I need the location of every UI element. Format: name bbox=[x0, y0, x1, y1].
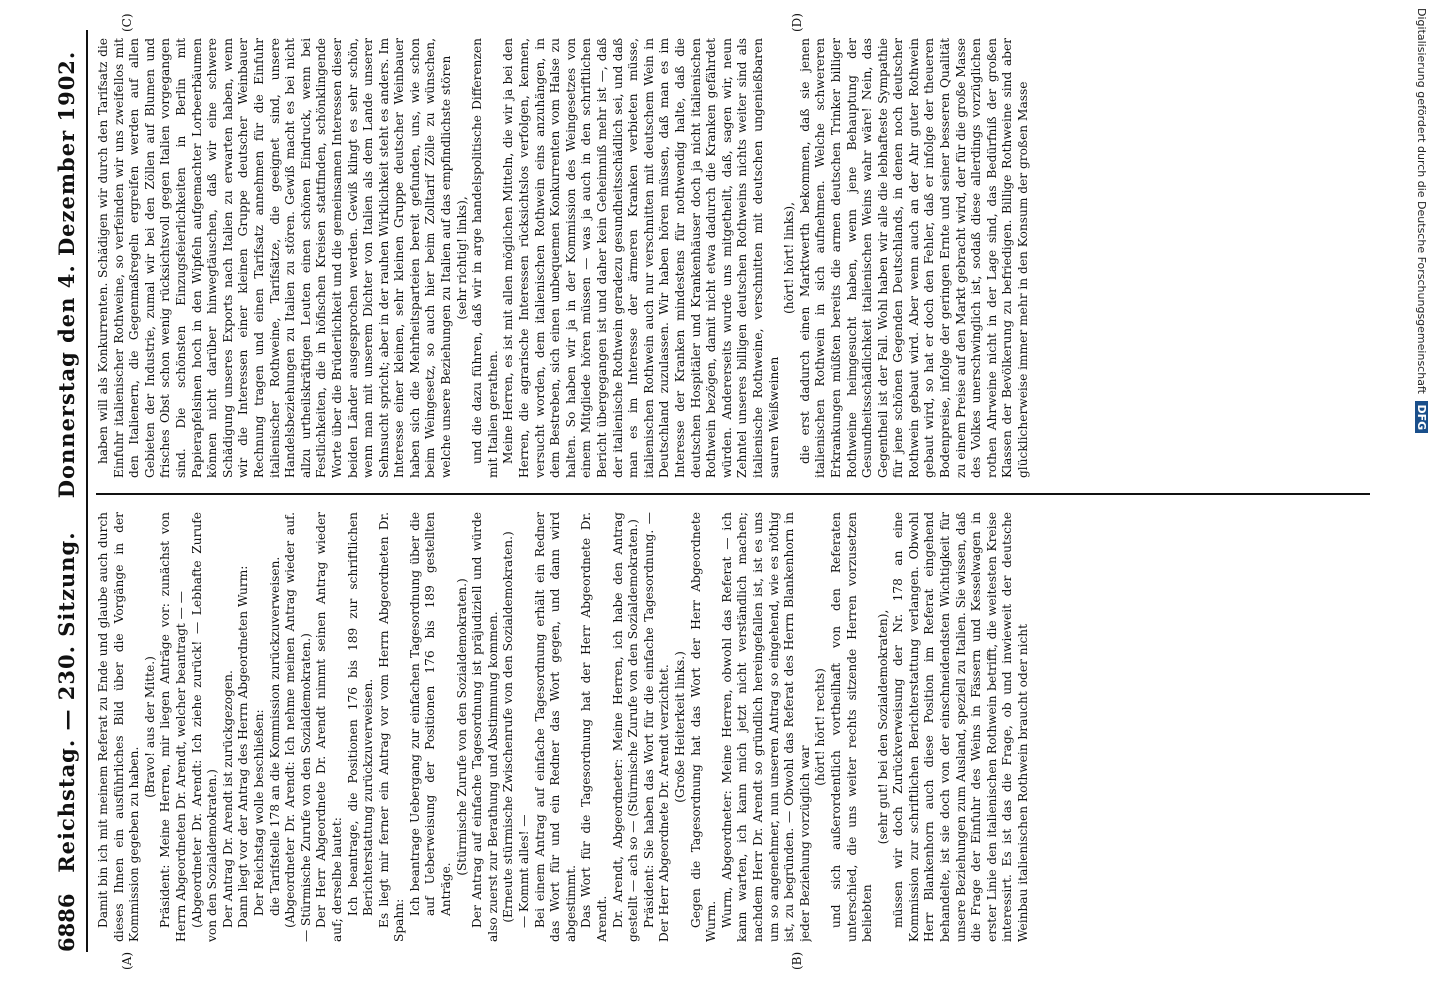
paragraph: Ich beantrage, die Positionen 176 bis 189 zur schriftlichen Berichterstattung zurückzuverweisen. bbox=[345, 512, 376, 916]
paragraph: haben will als Konkurrenten. Schädigen wir durch den Tarifsatz die Einfuhr italienischer Rothweine, so verfeinden wir uns zweifellos mit den Italienern, die Gegenmaßregeln ergreifen werden auf allen Gebieten der Industrie, zumal wir bei den Zöllen auf Blumen und frisches Obst schon wenig rücksichtsvoll gegen Italien vorgegangen sind. Die schönsten Einzugsfeierlichkeiten in Berlin mit Papierapfelsinen hoch in den Wipfeln aufgemachter Lorbeerbäumen können nicht darüber hinwegtäuschen, daß wir eine schwere Schädigung unseres Exports nach Italien zu erwarten haben, wenn wir die Interessen einer kleinen Gruppe deutscher Weinbauer Rechnung tragen und einen Tarifsatz annehmen für die Einfuhr italienischer Rothweine, Tarifsätze, die geeignet sind, unsere Handelsbeziehungen zu Italien zu stören. Gewiß macht es bei nicht allzu urtheilskräftigen Leuten einen schönen Eindruck, wenn bei Festlichkeiten, die in höfischen Kreisen stattfinden, schönklingende Worte über die Brüderlichkeit und die gemeinsamen Interessen dieser beiden Länder ausgesprochen werden. Gewiß klingt es sehr schön, wenn man mit unserem Dichter von Italien als dem Lande unserer Sehnsucht spricht; aber in der rauhen Wirklichkeit steht es anders. Im Interesse einer kleinen, sehr kleinen Gruppe deutscher Weinbauer haben sich die Mehrheitsparteien bereit gefunden, uns, wie schon beim Weingesetz, so auch hier beim Zolltarif Zölle zu wünschen, welche unsere Beziehungen zu Italien auf das empfindlichste stören bbox=[96, 38, 454, 478]
margin-marker-b: (B) bbox=[790, 951, 804, 970]
paragraph: (Bravo! aus der Mitte.) bbox=[142, 656, 157, 798]
session-title: Reichstag. — 230. Sitzung. bbox=[53, 531, 79, 873]
paragraph: Der Herr Abgeordnete Dr. Arendt nimmt seinen Antrag wieder auf; derselbe lautet: bbox=[314, 512, 344, 942]
page-title bbox=[54, 30, 79, 894]
paragraph: Wurm, Abgeordneter: Meine Herren, obwohl das Referat — ich kann warten, ich kann mich jetzt nicht verständlich machen; nachdem Herr Dr. Arendt so gründlich hereingefallen ist, ist es uns um so angenehmer, nun unseren Antrag so eingehend, wie es nöthig ist, zu begründen. — Obwohl das Referat des Herrn Blankenhorn in jeder Beziehung vorzüglich war bbox=[719, 512, 812, 942]
paragraph: (Abgeordneter Dr. Arendt: Ich ziehe zurück! — Lebhafte Zurufe von den Sozialdemokraten.) bbox=[189, 512, 220, 942]
paragraph: Dr. Arendt, Abgeordneter: Meine Herren, ich habe den Antrag gestellt — ach so — (Stürmische Zurufe von den Sozialdemokraten.) bbox=[610, 512, 641, 942]
margin-marker-d: (D) bbox=[790, 13, 804, 32]
right-column bbox=[96, 38, 1370, 478]
paragraph: (sehr gut! bei den Sozialdemokraten), bbox=[875, 609, 890, 845]
left-column bbox=[96, 512, 1370, 942]
paragraph: Meine Herren, es ist mit allen möglichen Mitteln, die wir ja bei den Herren, die agrarische Interessen rücksichtslos verfolgen, kennen, versucht worden, dem italienischen Rothwein eins anzuhängen, in dem Bestreben, sich einen unbequemen Konkurrenten vom Halse zu halten. So haben wir ja in der Kommission des Weingesetzes von einem Mitgliede hören müssen — was ja auch in den schriftlichen Bericht übergegangen ist und daher kein Geheimniß mehr ist —, daß der italienische Rothwein geradezu gesundheitsschädlich sei, und daß man es im Interesse der ärmeren Kranken verbieten müsse, italienischen Rothwein auch nur verschnitten mit deutschem Wein in Deutschland zuzulassen. Wir haben hören müssen, daß man es im Interesse der Kranken mindestens für nothwendig halte, daß die deutschen Hospitäler und Krankenhäuser doch ja nicht italienischen Rothwein bezögen, damit nicht etwa dadurch die Kranken gefährdet würden. Andererseits wurde uns mitgetheilt, daß, sagen wir, neun Zehntel unseres billigen deutschen Rothweins nichts weiter sind als italienische Rothweine, verschnitten mit deutschen ungenießbaren sauren Weißweinen bbox=[501, 38, 781, 478]
paragraph: die erst dadurch einen Marktwerth bekommen, daß sie jenen italienischen Rothwein in sich aufnehmen. Welche schwereren Erkrankungen müßten bereits die armen deutschen Trinker billiger Rothweine heimgesucht haben, wenn jene Behauptung der Gesundheitsschädlichkeit italienischen Weins wahr wäre! Nein, das Gegentheil ist der Fall. Wohl haben wir alle die lebhafteste Sympathie für jene schönen Gegenden Deutschlands, in denen noch deutscher Rothwein gebaut wird. Aber wenn auch an der Ahr guter Rothwein gebaut wird, so hat er doch den Fehler, daß er infolge der theueren Bodenpreise, infolge der geringen Ernte und seiner besseren Qualität zu einem Preise auf den Markt gebracht wird, der für die große Masse des Volkes unerschwinglich ist, sodaß diese allerdings vorzüglichen rothen Ahrweine nicht in der Lage sind, das Bedürfniß der großen Klassen der Bevölkerung zu befriedigen. Billige Rothweine sind aber glücklicherweise immer mehr in den Konsum der großen Masse bbox=[797, 38, 1031, 478]
paragraph: (Abgeordneter Dr. Arendt: Ich nehme meinen Antrag wieder auf. — Stürmische Zurufe von den Sozialdemokraten.) bbox=[283, 512, 313, 942]
paragraph: Präsident: Meine Herren, mir liegen Anträge vor: zunächst von Herrn Abgeordneten Dr. Arendt, welcher beantragt — — bbox=[158, 512, 188, 942]
paragraph: — Kommt alles! — bbox=[517, 814, 532, 928]
paragraph: (hört! hört! links), bbox=[782, 201, 797, 315]
paragraph: (Große Heiterkeit links.) bbox=[672, 651, 687, 803]
paragraph: (Stürmische Zurufe von den Sozialdemokraten.) bbox=[454, 578, 469, 876]
paragraph: (sehr richtig! links), bbox=[454, 196, 469, 320]
paragraph: (Erneute stürmische Zwischenrufe von den Sozialdemokraten.) bbox=[501, 531, 516, 923]
paragraph: Das Wort für die Tagesordnung hat der Herr Abgeordnete Dr. Arendt. bbox=[579, 512, 609, 942]
margin-marker-a: (A) bbox=[120, 951, 134, 970]
paragraph: Der Antrag Dr. Arendt ist zurückgezogen. bbox=[220, 670, 235, 928]
paragraph: müssen wir doch Zurückverweisung der Nr. 178 an eine Kommission zur schriftlichen Berichterstattung verlangen. Obwohl Herr Blankenhorn auch diese Position im Referat eingehend behandelte, ist sie doch von der einschneidendsten Wichtigkeit für unsere Beziehungen zum Ausland, speziell zu Italien. Sie wissen, daß die Frage der Einfuhr des Weins in Fässern und Kesselwagen in erster Linie den italienischen Rothwein betrifft, die weitesten Kreise interessirt. Es ist das die Frage, ob und inwieweit der deutsche Weinbau italienischen Rothwein braucht oder nicht bbox=[891, 512, 1031, 942]
paragraph: Es liegt mir ferner ein Antrag vor vom Herrn Abgeordneten Dr. Spahn: bbox=[376, 512, 407, 942]
paragraph: Bei einem Antrag auf einfache Tagesordnung erhält ein Redner das Wort für und ein Redner das Wort gegen, und dann wird abgestimmt. bbox=[532, 512, 578, 942]
session-date: Donnerstag den 4. Dezember 1902. bbox=[53, 50, 79, 499]
paragraph: und sich außerordentlich vortheilhaft von den Referaten unterschied, die uns weiter rechts sitzende Herren vorzusetzen beliebten bbox=[828, 512, 875, 942]
paragraph: Damit bin ich mit meinem Referat zu Ende und glaube auch durch dieses Ihnen ein ausführliches Bild über die Vorgänge in der Kommission gegeben zu haben. bbox=[96, 512, 142, 942]
column-divider bbox=[96, 493, 1370, 495]
digitization-sidenote bbox=[1410, 8, 1430, 960]
paragraph: Gegen die Tagesordnung hat das Wort der Herr Abgeordnete Wurm. bbox=[688, 512, 719, 942]
paragraph: die Tarifstelle 178 an die Kommission zurückzuverweisen. bbox=[267, 556, 282, 916]
dfg-logo: DFG bbox=[1415, 401, 1428, 433]
newspaper-page bbox=[30, 0, 1390, 1000]
page-number: 6886 bbox=[53, 893, 79, 952]
sidenote-text: Digitalisierung gefördert durch die Deutsche Forschungsgemeinschaft bbox=[1415, 8, 1428, 394]
paragraph: und die dazu führen, daß wir in arge handelspolitische Differenzen mit Italien gerathen. bbox=[470, 38, 500, 478]
paragraph: Der Reichstag wolle beschließen: bbox=[251, 709, 266, 916]
paragraph: Der Antrag auf einfache Tagesordnung ist präjudiziell und würde also zuerst zur Berathung und Abstimmung kommen. bbox=[470, 512, 500, 942]
margin-marker-c: (C) bbox=[120, 13, 134, 32]
paragraph: Ich beantrage Uebergang zur einfachen Tagesordnung über die auf Ueberweisung der Positionen 176 bis 189 gestellten Anträge. bbox=[407, 512, 454, 916]
paragraph: (hört! hört! rechts) bbox=[813, 668, 828, 786]
page-header bbox=[46, 30, 88, 952]
paragraph: Dann liegt vor der Antrag des Herrn Abgeordneten Wurm: bbox=[236, 565, 251, 928]
paragraph: Präsident: Sie haben das Wort für die einfache Tagesordnung. — Der Herr Abgeordnete Dr. Arendt verzichtet. bbox=[641, 512, 672, 942]
